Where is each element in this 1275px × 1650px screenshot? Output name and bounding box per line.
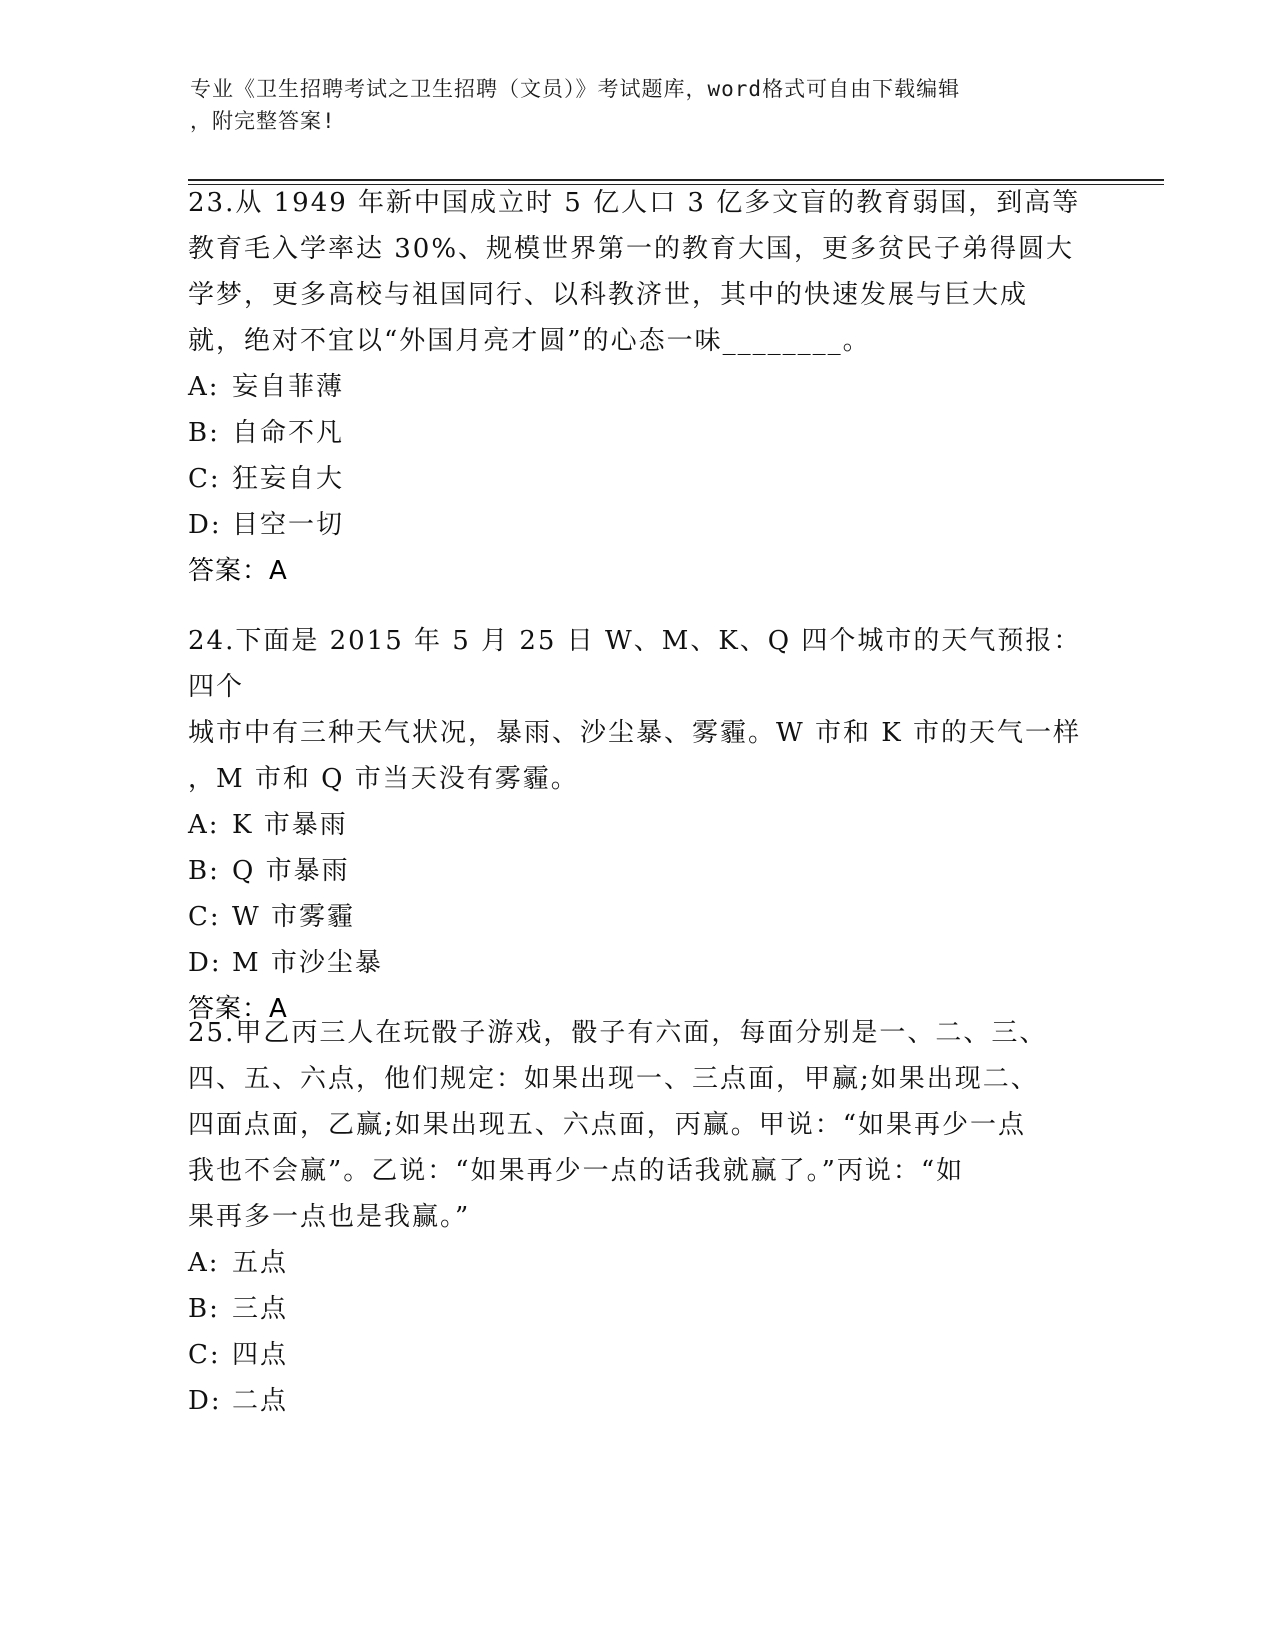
option-letter: A:	[188, 810, 220, 840]
question-line: 就，绝对不宜以“外国月亮才圆”的心态一味________。	[188, 326, 871, 356]
answer: 答案：A	[188, 994, 288, 1024]
option-letter: A:	[188, 372, 220, 402]
question-25	[188, 1010, 1088, 1424]
option-c	[188, 894, 1088, 940]
option-text: 妄自菲薄	[232, 372, 345, 402]
question-line: 25.甲乙丙三人在玩骰子游戏，骰子有六面，每面分别是一、二、三、	[188, 1018, 1048, 1048]
answer: 答案：A	[188, 556, 288, 586]
option-text: 四点	[232, 1340, 289, 1370]
option-a	[188, 1240, 1088, 1286]
question-line: 四、五、六点，他们规定：如果出现一、三点面，甲赢;如果出现二、	[188, 1064, 1039, 1094]
option-letter: B:	[188, 418, 220, 448]
option-c	[188, 456, 1088, 502]
document-header	[190, 73, 1090, 137]
option-b	[188, 410, 1088, 456]
option-a	[188, 802, 1088, 848]
option-b	[188, 848, 1088, 894]
question-line: ，M 市和 Q 市当天没有雾霾。	[188, 764, 579, 794]
question-line: 教育毛入学率达 30%、规模世界第一的教育大国，更多贫民子弟得圆大	[188, 234, 1075, 264]
option-letter: B:	[188, 1294, 220, 1324]
header-title-line-2: ，附完整答案!	[190, 109, 336, 133]
option-text: 五点	[232, 1248, 289, 1278]
option-text: W 市雾霾	[232, 902, 355, 932]
question-line: 24.下面是 2015 年 5 月 25 日 W、M、K、Q 四个城市的天气预报：四个	[188, 626, 1082, 702]
option-text: K 市暴雨	[232, 810, 348, 840]
option-text: 自命不凡	[232, 418, 345, 448]
option-letter: C:	[188, 464, 221, 494]
question-line: 城市中有三种天气状况，暴雨、沙尘暴、雾霾。W 市和 K 市的天气一样	[188, 718, 1081, 748]
question-23	[188, 180, 1088, 594]
option-letter: D:	[188, 1386, 222, 1416]
question-line: 果再多一点也是我赢。”	[188, 1202, 471, 1232]
option-a	[188, 364, 1088, 410]
option-text: 狂妄自大	[232, 464, 345, 494]
option-text: 二点	[232, 1386, 289, 1416]
question-line: 四面点面，乙赢;如果出现五、六点面，丙赢。甲说：“如果再少一点	[188, 1110, 1027, 1140]
option-d	[188, 502, 1088, 548]
option-text: 三点	[232, 1294, 289, 1324]
option-letter: C:	[188, 1340, 221, 1370]
option-text: 目空一切	[232, 510, 345, 540]
option-text: M 市沙尘暴	[232, 948, 383, 978]
question-line: 我也不会赢”。乙说：“如果再少一点的话我就赢了。”丙说：“如	[188, 1156, 965, 1186]
header-title-line-1: 专业《卫生招聘考试之卫生招聘（文员）》考试题库，word格式可自由下载编辑	[190, 77, 961, 101]
option-letter: A:	[188, 1248, 220, 1278]
option-letter: D:	[188, 948, 222, 978]
option-letter: C:	[188, 902, 221, 932]
option-d	[188, 1378, 1088, 1424]
question-24	[188, 618, 1088, 1032]
option-b	[188, 1286, 1088, 1332]
question-line: 学梦，更多高校与祖国同行、以科教济世，其中的快速发展与巨大成	[188, 280, 1029, 310]
question-line: 23.从 1949 年新中国成立时 5 亿人口 3 亿多文盲的教育弱国，到高等	[188, 188, 1081, 218]
option-letter: B:	[188, 856, 220, 886]
option-d	[188, 940, 1088, 986]
option-letter: D:	[188, 510, 222, 540]
option-c	[188, 1332, 1088, 1378]
option-text: Q 市暴雨	[232, 856, 350, 886]
